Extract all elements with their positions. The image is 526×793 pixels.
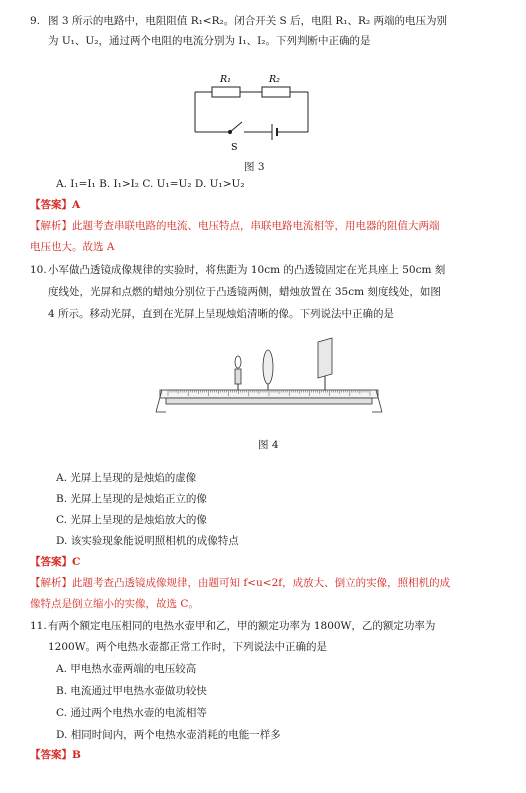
q10-stem-line1: 小军做凸透镜成像规律的实验时，将焦距为 10cm 的凸透镜固定在光具座上 50cm 刻 (48, 264, 446, 276)
q10-analysis-line1: 【解析】此题考查凸透镜成像规律，由题可知 f<u<2f，成放大、倒立的实像，照相机的成 (30, 577, 451, 589)
q11-number: 11. (30, 620, 47, 632)
q9-answer: 【答案】A (30, 199, 81, 211)
light-screen (318, 338, 332, 390)
q10-number: 10. (30, 264, 47, 276)
optical-bench-diagram (150, 332, 388, 422)
circuit-diagram (180, 66, 320, 158)
resistor-r2 (262, 87, 290, 97)
q11-option-c: C. 通过两个电热水壶的电流相等 (56, 707, 207, 719)
q10-option-a: A. 光屏上呈现的是烛焰的虚像 (56, 472, 197, 484)
r1-label: R₁ (220, 74, 231, 85)
q10-answer: 【答案】C (30, 556, 81, 568)
switch (230, 122, 242, 132)
figure3-caption: 图 3 (244, 161, 265, 173)
q9-analysis-line2: 电压也大。故选 A (30, 241, 115, 253)
switch-label: S (231, 142, 238, 153)
q11-stem-line2: 1200W。两个电热水壶都正常工作时，下列说法中正确的是 (48, 641, 328, 653)
q11-option-b: B. 电流通过甲电热水壶做功较快 (56, 685, 207, 697)
q11-answer: 【答案】B (30, 749, 81, 761)
r2-label: R₂ (269, 74, 280, 85)
q10-stem-line2: 度线处，光屏和点燃的蜡烛分别位于凸透镜两侧，蜡烛放置在 35cm 刻度线处，如图 (48, 286, 441, 298)
q11-option-d: D. 相同时间内，两个电热水壶消耗的电能一样多 (56, 729, 281, 741)
q11-stem-line1: 有两个额定电压相同的电热水壶甲和乙，甲的额定功率为 1800W，乙的额定功率为 (48, 620, 436, 632)
q10-option-c: C. 光屏上呈现的是烛焰放大的像 (56, 514, 207, 526)
q10-analysis-line2: 像特点是倒立缩小的实像，故选 C。 (30, 598, 199, 610)
resistor-r1 (212, 87, 240, 97)
candle (235, 356, 241, 390)
convex-lens (263, 350, 273, 390)
figure4-caption: 图 4 (258, 439, 279, 451)
q9-number: 9. (30, 15, 41, 27)
q9-analysis-line1: 【解析】此题考查串联电路的电流、电压特点，串联电路电流相等，用电器的阻值大两端 (30, 220, 440, 232)
q9-options: A. I₁=I₁ B. I₁>I₂ C. U₁=U₂ D. U₁>U₂ (56, 178, 245, 190)
q10-stem-line3: 4 所示。移动光屏，直到在光屏上呈现烛焰清晰的像。下列说法中正确的是 (48, 308, 395, 320)
q9-stem-line1: 图 3 所示的电路中，电阻阻值 R₁<R₂。闭合开关 S 后，电阻 R₁、R₂ 两端的电压为别 (48, 15, 447, 27)
q11-option-a: A. 甲电热水壶两端的电压较高 (56, 663, 197, 675)
q10-option-b: B. 光屏上呈现的是烛焰正立的像 (56, 493, 207, 505)
q10-option-d: D. 该实验现象能说明照相机的成像特点 (56, 535, 239, 547)
q9-stem-line2: 为 U₁、U₂，通过两个电阻的电流分别为 I₁、I₂。下列判断中正确的是 (48, 35, 371, 47)
